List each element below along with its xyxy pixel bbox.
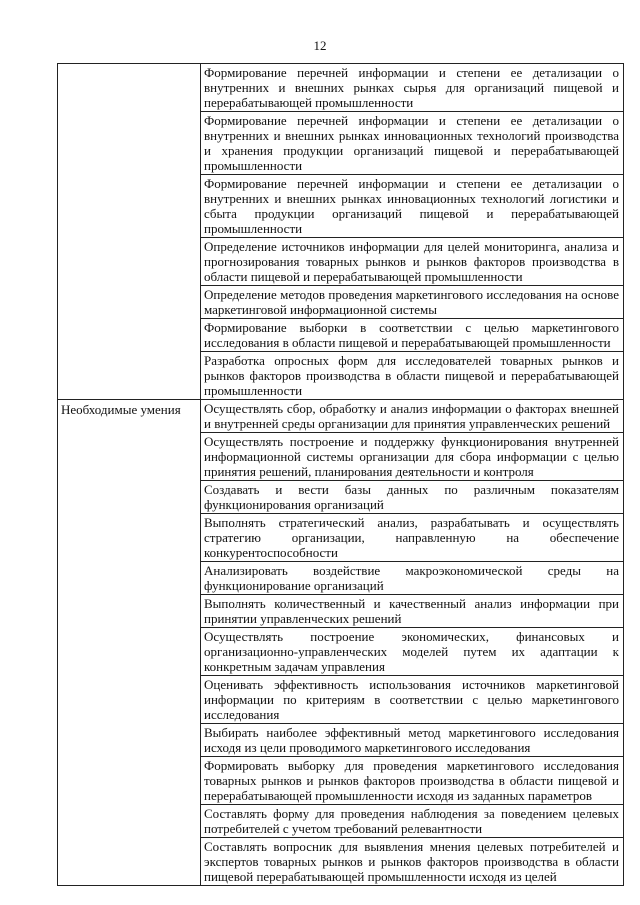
list-item: Составлять форму для проведения наблюдения за поведением целевых потребителей с учетом требований релевантности xyxy=(201,804,623,837)
list-item: Осуществлять сбор, обработку и анализ информации о факторах внешней и внутренней среды организации для принятия управленческих решений xyxy=(204,401,619,431)
list-item: Составлять вопросник для выявления мнения целевых потребителей и экспертов товарных рынков и рынков факторов производства в области пищевой перерабатывающей промышленности исходя из целей xyxy=(201,837,623,885)
list-item: Формировать выборку для проведения маркетингового исследования товарных рынков и рынков факторов производства в области пищевой и перерабатывающей промышленности исходя из заданных параметров xyxy=(201,756,623,804)
list-item: Формирование перечней информации и степени ее детализации о внутренних и внешних рынках инновационных технологий логистики и сбыта продукции организаций пищевой и перерабатывающей промышленности xyxy=(201,174,623,237)
qualification-table xyxy=(57,63,624,886)
row-label xyxy=(58,64,201,400)
list-item: Осуществлять построение и поддержку функционирования внутренней информационной системы организации для сбора информации с целью принятия решений, планирования деятельности и контроля xyxy=(201,432,623,480)
table-row-skills xyxy=(58,400,624,886)
list-item: Выполнять стратегический анализ, разрабатывать и осуществлять стратегию организации, направленную на обеспечение конкурентоспособности xyxy=(201,513,623,561)
list-item: Определение методов проведения маркетингового исследования на основе маркетинговой информационной системы xyxy=(201,285,623,318)
list-item: Разработка опросных форм для исследователей товарных рынков и рынков факторов производства в области пищевой и перерабатывающей промышленности xyxy=(201,351,623,399)
list-item: Выполнять количественный и качественный анализ информации при принятии управленческих решений xyxy=(201,594,623,627)
list-item: Анализировать воздействие макроэкономической среды на функционирование организаций xyxy=(201,561,623,594)
list-item: Осуществлять построение экономических, финансовых и организационно-управленческих моделей путем их адаптации к конкретным задачам управления xyxy=(201,627,623,675)
list-item: Формирование перечней информации и степени ее детализации о внутренних и внешних рынках сырья для организаций пищевой и перерабатывающей промышленности xyxy=(204,65,619,110)
row-label: Необходимые умения xyxy=(58,400,201,886)
page-number: 12 xyxy=(313,38,327,53)
table-row-knowledge xyxy=(58,64,624,400)
list-item: Формирование выборки в соответствии с целью маркетингового исследования в области пищевой и перерабатывающей промышленности xyxy=(201,318,623,351)
list-item: Выбирать наиболее эффективный метод маркетингового исследования исходя из цели проводимого маркетингового исследования xyxy=(201,723,623,756)
list-item: Формирование перечней информации и степени ее детализации о внутренних и внешних рынках инновационных технологий производства и хранения продукции организаций пищевой и перерабатывающей промышленности xyxy=(201,111,623,174)
row-content xyxy=(201,64,624,400)
list-item: Создавать и вести базы данных по различным показателям функционирования организаций xyxy=(201,480,623,513)
list-item: Оценивать эффективность использования источников маркетинговой информации по критериям в соответствии с целью маркетингового исследования xyxy=(201,675,623,723)
row-content xyxy=(201,400,624,886)
list-item: Определение источников информации для целей мониторинга, анализа и прогнозирования товарных рынков и рынков факторов производства в области пищевой и перерабатывающей промышленности xyxy=(201,237,623,285)
